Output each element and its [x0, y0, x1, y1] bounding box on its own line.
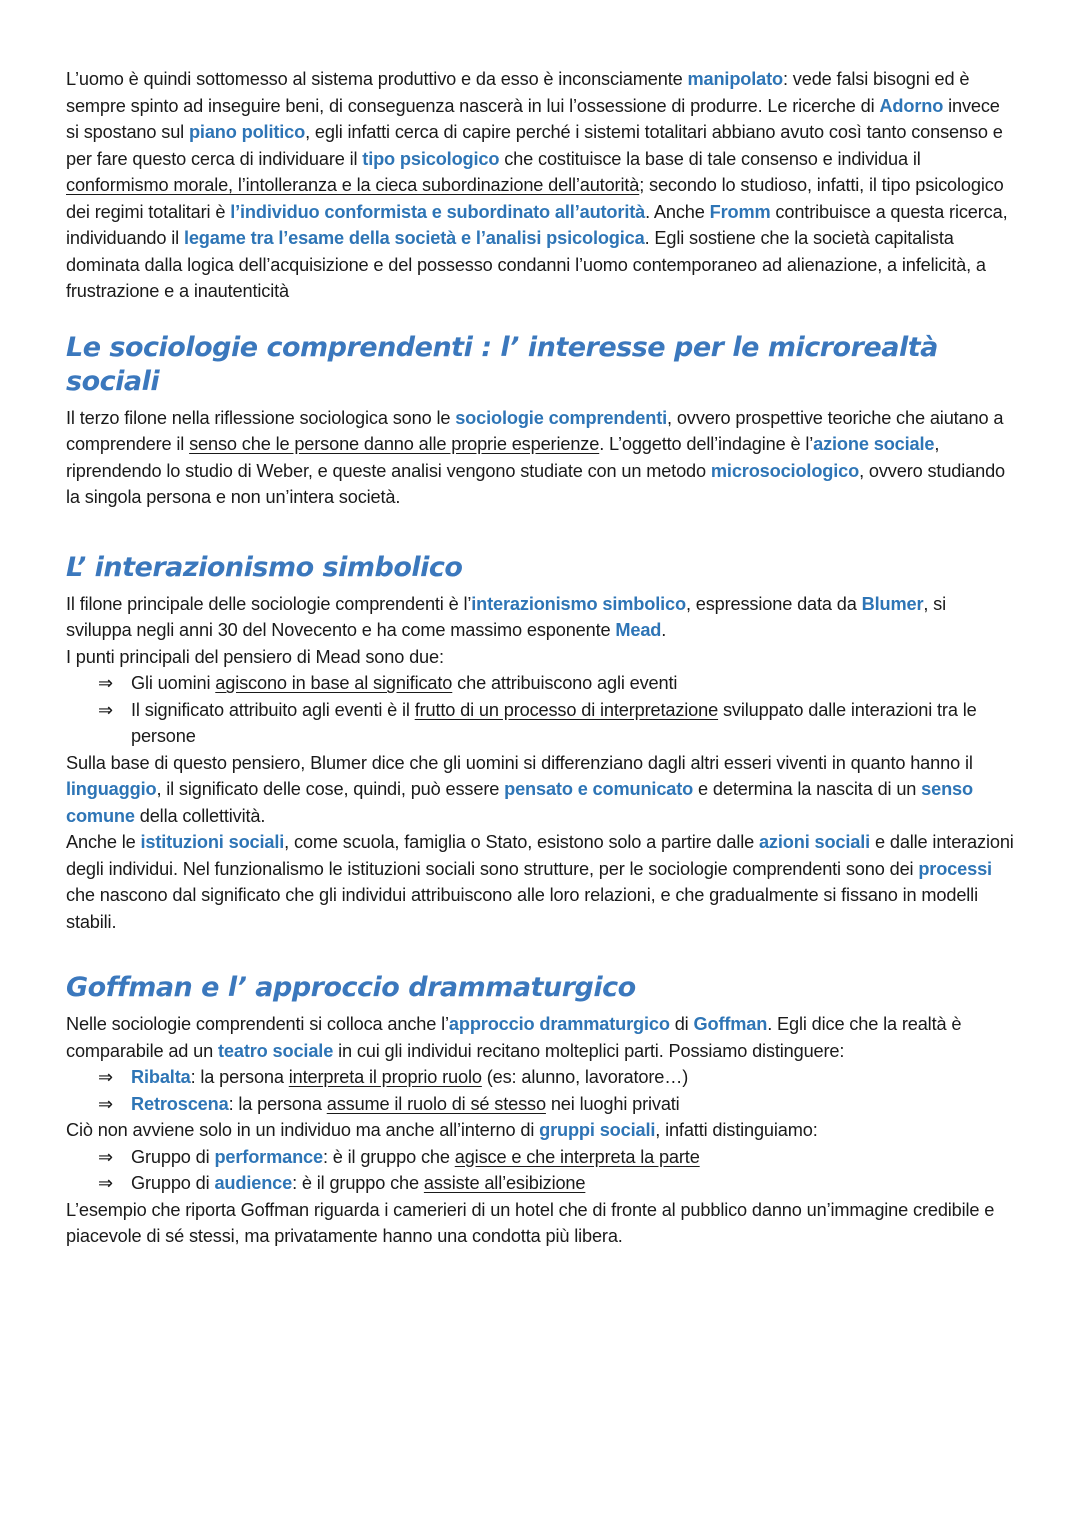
- text-run: in cui gli individui recitano molteplici parti. Possiamo distinguere:: [333, 1040, 845, 1061]
- text-run: , ovvero studiando la singola persona e non un’intera società.: [66, 460, 1006, 507]
- highlighted-term: processi: [918, 858, 992, 879]
- paragraph: [66, 591, 1016, 644]
- text-run: : è il gruppo che: [292, 1173, 424, 1193]
- text-run: Gruppo di: [131, 1146, 215, 1167]
- text-run: : la persona: [228, 1093, 327, 1114]
- highlighted-term: sociologie comprendenti: [455, 407, 668, 428]
- highlighted-term: Adorno: [879, 95, 944, 116]
- paragraph: [66, 66, 1016, 305]
- underlined-text: senso che le persone danno alle proprie esperienze: [189, 434, 600, 454]
- text-run: Anche le: [66, 832, 141, 852]
- double-arrow-bullet-icon: ⇒: [98, 673, 114, 693]
- document-page: [66, 66, 1016, 1250]
- text-run: di: [669, 1014, 694, 1034]
- list-item: [66, 1064, 1016, 1091]
- text-run: , riprendendo lo studio di Weber, e queste analisi vengono studiate con un metodo: [66, 434, 940, 481]
- text-run: , come scuola, famiglia o Stato, esistono solo a partire dalle: [284, 832, 759, 852]
- list-item: [66, 697, 1016, 750]
- list-item: [66, 1091, 1016, 1118]
- double-arrow-bullet-icon: ⇒: [98, 1067, 114, 1087]
- text-run: che attribuiscono agli eventi: [452, 673, 678, 693]
- section-heading: Le sociologie comprendenti : l’ interesse per le microrealtà sociali: [66, 331, 938, 397]
- paragraph: [66, 750, 1016, 830]
- text-run: e determina la nascita di un: [693, 779, 922, 799]
- text-run: sviluppato dalle interazioni tra le persone: [131, 699, 977, 746]
- text-run: invece si spostano sul: [66, 95, 1000, 142]
- highlighted-term: linguaggio: [66, 779, 157, 799]
- underlined-text: agisce e che interpreta la parte: [454, 1146, 700, 1167]
- text-run: Gli uomini: [131, 673, 216, 693]
- text-run: : è il gruppo che: [322, 1146, 455, 1167]
- text-run: : vede falsi bisogni ed è sempre spinto ad inseguire beni, di conseguenza nascerà in lui l’ossessione di produrre. Le ricerche di: [66, 69, 970, 116]
- paragraph: [66, 644, 1016, 671]
- highlighted-term: piano politico: [188, 122, 306, 142]
- text-run: , espressione data da: [685, 593, 862, 614]
- text-run: Sulla base di questo pensiero, Blumer dice che gli uomini si differenziano dagli altri esseri viventi in quanto hanno il: [66, 752, 973, 773]
- text-run: . Anche: [645, 201, 710, 222]
- highlighted-term: performance: [214, 1146, 323, 1167]
- highlighted-term: senso comune: [66, 779, 973, 826]
- highlighted-term: approccio drammaturgico: [448, 1014, 670, 1034]
- double-arrow-bullet-icon: ⇒: [98, 1146, 114, 1167]
- text-run: , il significato delle cose, quindi, può essere: [156, 779, 505, 799]
- text-run: Il significato attribuito agli eventi è il: [131, 699, 415, 720]
- list-item: [66, 1144, 1016, 1171]
- text-run: Ciò non avviene solo in un individuo ma anche all’interno di: [66, 1120, 540, 1140]
- double-arrow-bullet-icon: ⇒: [98, 699, 114, 720]
- highlighted-term: azioni sociali: [758, 832, 871, 852]
- text-run: . Egli sostiene che la società capitalista dominata dalla logica dell’acquisizione e del possesso condanni l’uomo contemporaneo ad alienazione, a infelicità, a frustrazione e a inautenticità: [66, 228, 986, 301]
- text-run: che costituisce la base di tale consenso e individua il: [499, 148, 921, 169]
- highlighted-term: pensato e comunicato: [504, 779, 694, 799]
- underlined-text: agiscono in base al significato: [215, 673, 453, 693]
- highlighted-term: microsociologico: [710, 460, 860, 481]
- paragraph: [66, 829, 1016, 935]
- text-run: , si sviluppa negli anni 30 del Novecento e ha come massimo esponente: [66, 593, 947, 640]
- text-run: .: [661, 620, 667, 640]
- paragraph: [66, 1117, 1016, 1144]
- highlighted-term: Goffman: [693, 1014, 768, 1034]
- highlighted-term: Retroscena: [131, 1093, 229, 1114]
- double-arrow-bullet-icon: ⇒: [98, 1093, 114, 1114]
- underlined-text: interpreta il proprio ruolo: [288, 1067, 482, 1087]
- underlined-text: frutto di un processo di interpretazione: [414, 699, 719, 720]
- underlined-text: conformismo morale, l’intolleranza e la cieca subordinazione dell’autorità: [66, 175, 640, 195]
- highlighted-term: Fromm: [709, 201, 771, 222]
- text-run: L’uomo è quindi sottomesso al sistema produttivo e da esso è inconsciamente: [66, 69, 688, 89]
- paragraph: [66, 1197, 1016, 1250]
- text-run: Nelle sociologie comprendenti si colloca anche l’: [66, 1014, 449, 1034]
- text-run: , egli infatti cerca di capire perché i sistemi totalitari abbiano avuto così tanto consenso e per fare questo cerca di individuare il: [66, 122, 1003, 169]
- text-run: , ovvero prospettive teoriche che aiutano a comprendere il: [66, 407, 1004, 454]
- text-run: : la persona: [190, 1067, 289, 1087]
- highlighted-term: Mead: [615, 620, 662, 640]
- text-run: contribuisce a questa ricerca, individuando il: [66, 201, 1008, 248]
- list-item: [66, 1170, 1016, 1197]
- underlined-text: assiste all’esibizione: [423, 1173, 586, 1193]
- highlighted-term: Blumer: [861, 593, 924, 614]
- list-item: [66, 670, 1016, 697]
- double-arrow-bullet-icon: ⇒: [98, 1173, 114, 1193]
- text-run: L’esempio che riporta Goffman riguarda i camerieri di un hotel che di fronte al pubblico danno un’immagine credibile e piacevole di sé stessi, ma privatamente hanno una condotta più libera.: [66, 1199, 995, 1246]
- text-run: (es: alunno, lavoratore…): [481, 1067, 689, 1087]
- text-run: ; secondo lo studioso, infatti, il tipo psicologico dei regimi totalitari è: [66, 175, 1004, 222]
- section-heading: L’ interazionismo simbolico: [66, 551, 463, 583]
- text-run: che nascono dal significato che gli individui attribuiscono alle loro relazioni, e che gradualmente si fissano in modelli stabili.: [66, 885, 978, 932]
- highlighted-term: l’individuo conformista e subordinato all’autorità: [230, 201, 646, 222]
- text-run: , infatti distinguiamo:: [655, 1120, 818, 1140]
- text-run: nei luoghi privati: [545, 1093, 680, 1114]
- text-run: Gruppo di: [131, 1173, 215, 1193]
- text-run: Il terzo filone nella riflessione sociologica sono le: [66, 407, 456, 428]
- highlighted-term: interazionismo simbolico: [471, 593, 686, 614]
- highlighted-term: audience: [214, 1173, 293, 1193]
- highlighted-term: Ribalta: [131, 1067, 191, 1087]
- paragraph: [66, 1011, 1016, 1064]
- highlighted-term: azione sociale: [813, 434, 935, 454]
- highlighted-term: istituzioni sociali: [140, 832, 285, 852]
- highlighted-term: teatro sociale: [218, 1040, 334, 1061]
- section-heading: Goffman e l’ approccio drammaturgico: [66, 972, 636, 1003]
- text-run: della collettività.: [134, 805, 266, 826]
- text-run: e dalle interazioni degli individui. Nel funzionalismo le istituzioni sociali sono strutture, per le sociologie comprendenti sono dei: [66, 832, 1014, 879]
- underlined-text: assume il ruolo di sé stesso: [326, 1093, 546, 1114]
- highlighted-term: manipolato: [687, 69, 783, 89]
- text-run: Il filone principale delle sociologie comprendenti è l’: [66, 593, 472, 614]
- highlighted-term: legame tra l’esame della società e l’analisi psicologica: [183, 228, 645, 248]
- text-run: . L’oggetto dell’indagine è l’: [599, 434, 814, 454]
- text-run: . Egli dice che la realtà è comparabile ad un: [66, 1014, 962, 1061]
- text-run: I punti principali del pensiero di Mead sono due:: [66, 646, 444, 667]
- paragraph: [66, 405, 1016, 511]
- highlighted-term: tipo psicologico: [362, 148, 500, 169]
- highlighted-term: gruppi sociali: [539, 1120, 656, 1140]
